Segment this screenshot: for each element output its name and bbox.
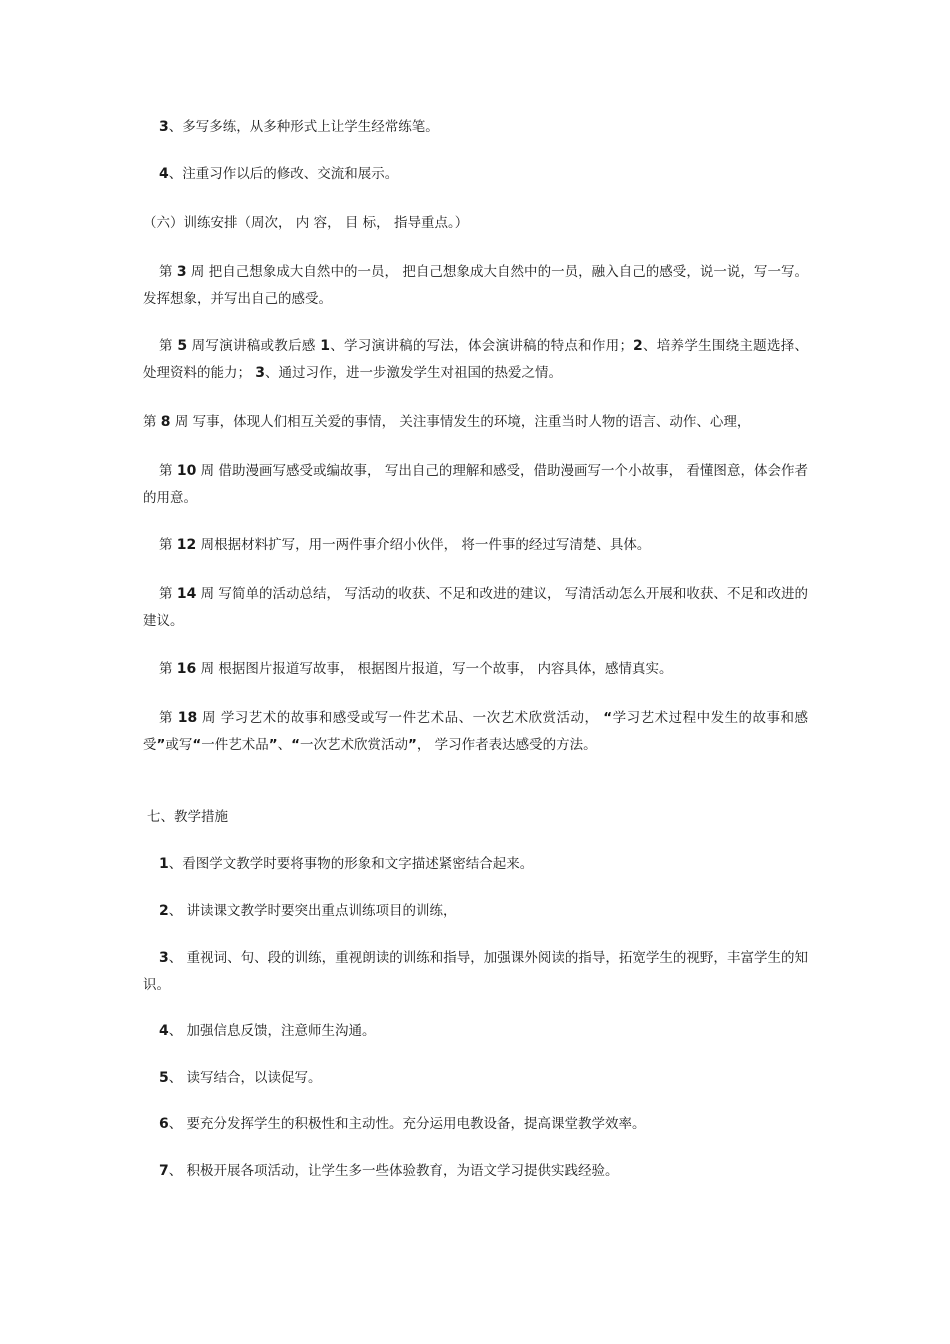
schedule-week-10: 第 10 周 借助漫画写感受或编故事， 写出自己的理解和感受，借助漫画写一个小故事， 看懂图意，体会作者的用意。 [143, 463, 809, 506]
measure-1: 1、看图学文教学时要将事物的形象和文字描述紧密结合起来。 [159, 856, 534, 872]
measure-7: 7、 积极开展各项活动，让学生多一些体验教育，为语文学习提供实践经验。 [159, 1163, 619, 1179]
writing-point-4: 4、注重习作以后的修改、交流和展示。 [159, 166, 399, 182]
schedule-week-12: 第 12 周根据材料扩写，用一两件事介绍小伙伴， 将一件事的经过写清楚、具体。 [159, 537, 651, 553]
writing-point-3: 3、多写多练，从多种形式上让学生经常练笔。 [159, 119, 439, 135]
schedule-week-3: 第 3 周 把自己想象成大自然中的一员， 把自己想象成大自然中的一员，融入自己的感受，说一说，写一写。发挥想象，并写出自己的感受。 [143, 264, 809, 307]
schedule-week-5: 第 5 周写演讲稿或教后感 1、学习演讲稿的写法，体会演讲稿的特点和作用；2、培养学生围绕主题选择、处理资料的能力； 3、通过习作，进一步激发学生对祖国的热爱之情。 [143, 338, 809, 381]
schedule-week-18: 第 18 周 学习艺术的故事和感受或写一件艺术品、一次艺术欣赏活动， “学习艺术过程中发生的故事和感受”或写“一件艺术品”、“一次艺术欣赏活动”， 学习作者表达感受的方法。 [143, 710, 809, 753]
measure-6: 6、 要充分发挥学生的积极性和主动性。充分运用电教设备，提高课堂教学效率。 [159, 1116, 646, 1132]
schedule-week-16: 第 16 周 根据图片报道写故事， 根据图片报道，写一个故事， 内容具体，感情真实。 [159, 661, 673, 677]
measure-4: 4、 加强信息反馈，注意师生沟通。 [159, 1023, 376, 1039]
training-heading: （六）训练安排（周次， 内 容， 目 标， 指导重点。） [143, 215, 469, 231]
measure-3: 3、 重视词、句、段的训练，重视朗读的训练和指导，加强课外阅读的指导，拓宽学生的视野，丰富学生的知识。 [143, 950, 808, 993]
measure-2: 2、 讲读课文教学时要突出重点训练项目的训练， [159, 903, 457, 919]
schedule-week-14: 第 14 周 写简单的活动总结， 写活动的收获、不足和改进的建议， 写清活动怎么开展和收获、不足和改进的建议。 [143, 586, 809, 629]
measures-heading: 七、教学措施 [147, 809, 228, 825]
schedule-week-8: 第 8 周 写事，体现人们相互关爱的事情， 关注事情发生的环境，注重当时人物的语言、动作、心理， [143, 414, 751, 430]
measure-5: 5、 读写结合，以读促写。 [159, 1070, 322, 1086]
